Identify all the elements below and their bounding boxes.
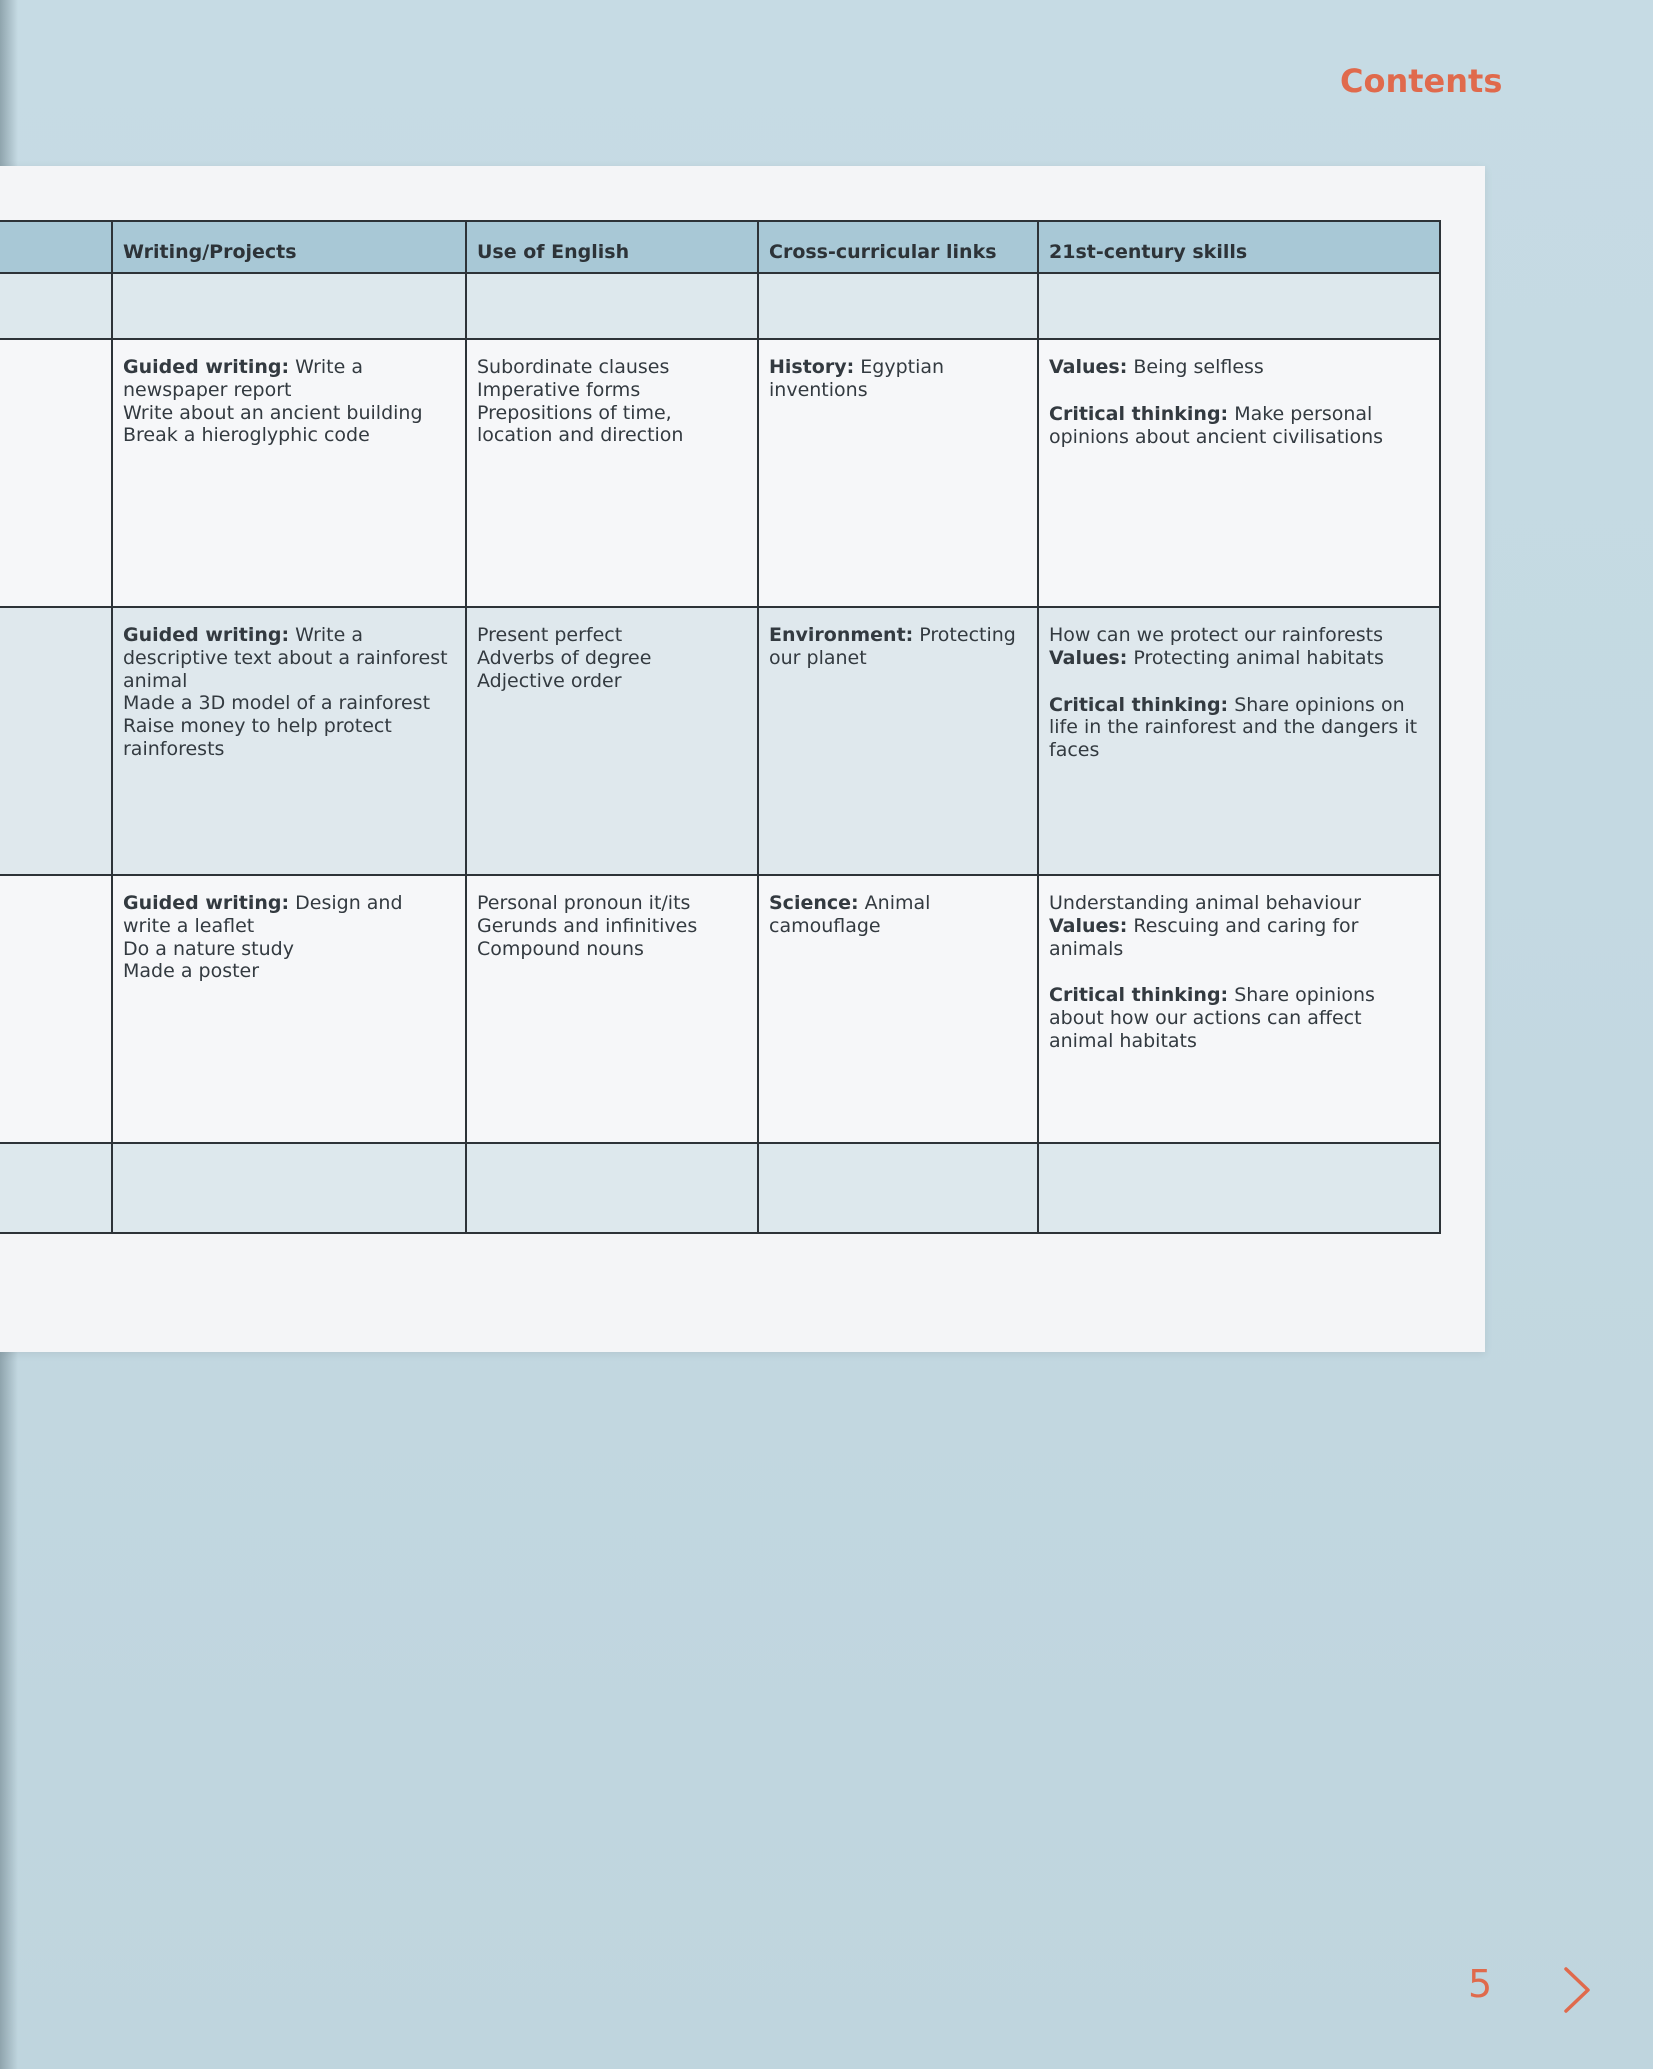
skills-cell [1038,607,1440,875]
table-cell [0,273,112,339]
skills-item: How can we protect our rainforests [1049,624,1384,646]
skills-label: Values: [1049,914,1128,937]
table-row [0,339,1440,607]
table-cell [1038,273,1440,339]
skills-text: Make personal opinions about ancient civilisations [1049,402,1384,448]
table-cell [0,1143,112,1233]
writing-projects-cell [112,607,466,875]
english-item: Gerunds and infinitives [477,914,698,937]
page-number: 5 [1468,1962,1493,2006]
table-header-row [0,221,1440,273]
header-unit-cell [0,221,112,273]
writing-item: Raise money to help protect rainforests [123,715,392,760]
skills-text: Being selfless [1127,356,1264,378]
table-row [0,607,1440,875]
use-of-english-cell [466,607,758,875]
unit-cell [0,875,112,1143]
header-21st-century-skills: 21st-century skills [1038,221,1440,273]
cross-label: History: [769,356,855,378]
english-item: Adverbs of degree [477,646,652,669]
writing-text: Write a descriptive text about a rainforest animal [123,624,448,692]
english-item: Imperative forms [477,378,641,401]
header-use-of-english: Use of English [466,221,758,273]
table-cell [112,273,466,339]
writing-item: Made a 3D model of a rainforest [123,692,431,715]
skills-cell [1038,875,1440,1143]
writing-item: Break a hieroglyphic code [123,424,370,447]
unit-cell [0,339,112,607]
cross-curricular-cell [758,875,1038,1143]
table-cell [1038,1143,1440,1233]
cross-curricular-cell [758,339,1038,607]
table-cell [758,273,1038,339]
cross-text: Animal camouflage [769,892,931,937]
skills-label: Critical thinking: [1049,402,1229,425]
english-item: Subordinate clauses [477,356,670,378]
skills-item: Understanding animal behaviour [1049,892,1361,914]
skills-text: Share opinions on life in the rainforest and the dangers it faces [1049,693,1418,762]
skills-label: Values: [1049,356,1128,378]
table-row-empty-bottom [0,1143,1440,1233]
writing-text: Design and write a leaflet [123,892,403,937]
writing-item: Do a nature study [123,937,294,960]
chevron-right-icon [1556,1965,1596,2015]
skills-text: Share opinions about how our actions can affect animal habitats [1049,984,1375,1052]
english-item: Compound nouns [477,937,644,960]
use-of-english-cell [466,875,758,1143]
table-row-empty-top [0,273,1440,339]
skills-text: Rescuing and caring for animals [1049,914,1359,960]
unit-cell [0,607,112,875]
english-item: Prepositions of time, location and direction [477,401,684,447]
skills-label: Values: [1049,646,1128,669]
english-item: Present perfect [477,624,623,646]
writing-projects-cell [112,875,466,1143]
cross-label: Environment: [769,624,914,646]
contents-table [0,220,1441,1234]
use-of-english-cell [466,339,758,607]
cross-text: Protecting our planet [769,624,1016,669]
table-cell [112,1143,466,1233]
writing-text: Write a newspaper report [123,356,363,401]
cross-text: Egyptian inventions [769,356,945,401]
table-cell [466,273,758,339]
table-cell [466,1143,758,1233]
next-page-button[interactable] [1556,1965,1596,2015]
writing-item: Made a poster [123,960,260,983]
english-item: Adjective order [477,669,622,692]
writing-label: Guided writing: [123,892,290,914]
header-writing-projects: Writing/Projects [112,221,466,273]
skills-text: Protecting animal habitats [1127,646,1384,669]
cross-label: Science: [769,892,859,914]
skills-cell [1038,339,1440,607]
skills-label: Critical thinking: [1049,984,1229,1007]
skills-label: Critical thinking: [1049,693,1229,716]
table-row [0,875,1440,1143]
writing-label: Guided writing: [123,624,290,646]
table-cell [758,1143,1038,1233]
writing-item: Write about an ancient building [123,401,423,424]
contents-link[interactable]: Contents [1340,62,1503,100]
writing-projects-cell [112,339,466,607]
english-item: Personal pronoun it/its [477,892,691,914]
writing-label: Guided writing: [123,356,290,378]
cross-curricular-cell [758,607,1038,875]
header-cross-curricular-links: Cross-curricular links [758,221,1038,273]
